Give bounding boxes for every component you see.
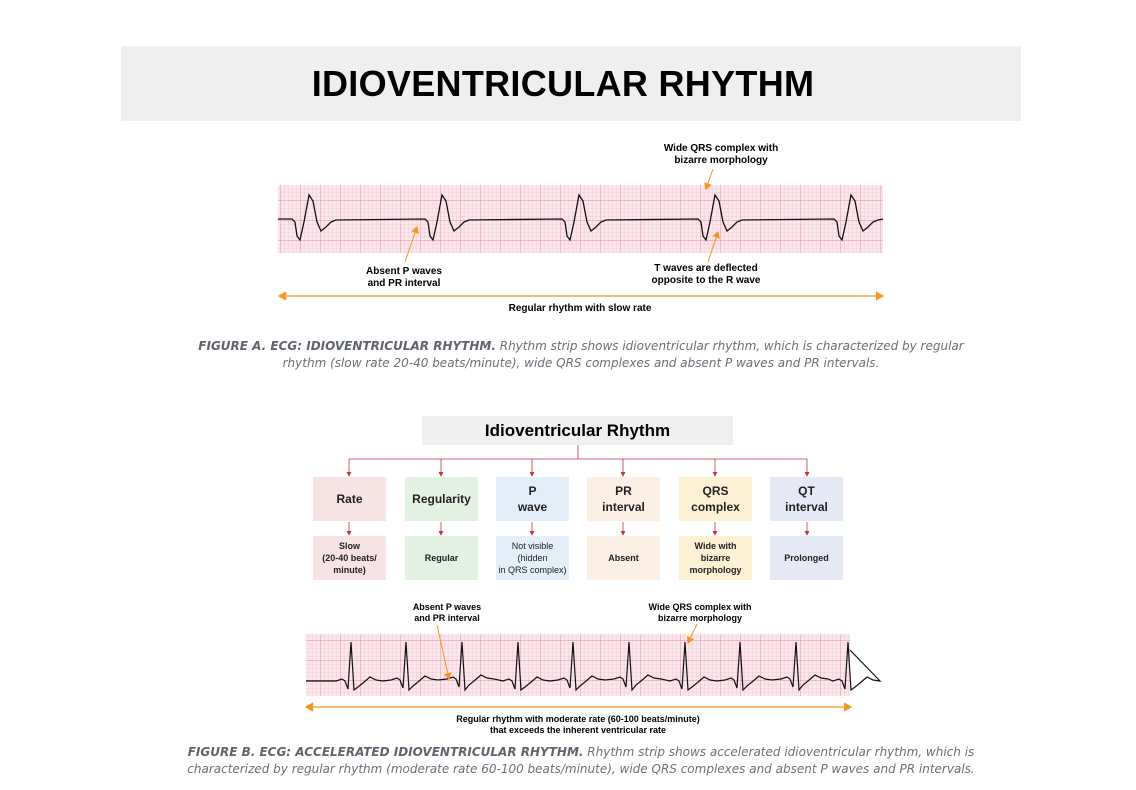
flowchart-value-line: Absent <box>608 553 639 563</box>
ecg-strip-a <box>278 185 883 253</box>
caption-figure-a-text: Rhythm strip shows idioventricular rhythm, which is characterized by regular rhythm (slow rate 20-40 beats/minute), wide QRS complexes and absent P waves and PR intervals. <box>282 339 964 370</box>
flowchart-value-line: Not visible (hidden <box>511 541 554 563</box>
flowchart-header-line: QT <box>798 484 815 498</box>
flowchart-value-3 <box>587 536 660 580</box>
flowchart-header-line: wave <box>517 500 548 514</box>
page-title: IDIOVENTRICULAR RHYTHM <box>311 62 815 104</box>
flowchart-header-line: QRS <box>702 484 729 498</box>
caption-figure-b <box>186 744 976 778</box>
flowchart-header-line: interval <box>785 500 828 514</box>
caption-figure-b-title: FIGURE B. ECG: ACCELERATED IDIOVENTRICULAR RHYTHM. <box>187 745 584 759</box>
flowchart-value-2 <box>496 536 569 580</box>
flowchart-value-line: bizarre <box>700 553 731 563</box>
caption-figure-b-text: Rhythm strip shows accelerated idioventricular rhythm, which is characterized by regular rhythm (moderate rate 60-100 beats/minute), wide QRS complexes and absent P waves and PR intervals. <box>187 745 975 776</box>
flowchart-value-line: Slow <box>338 541 360 551</box>
flowchart-title: Idioventricular Rhythm <box>422 416 733 445</box>
flowchart-header-line: Regularity <box>412 492 471 506</box>
label-wide-qrs-a: Wide QRS complex with bizarre morphology <box>663 143 779 166</box>
flowchart-header-line: P <box>528 484 537 498</box>
flowchart-value-4 <box>679 536 752 580</box>
flowchart-value-0 <box>313 536 386 580</box>
flowchart-value-line: Regular <box>424 553 459 563</box>
flowchart-value-line: (20-40 beats/ <box>322 553 377 563</box>
flowchart-header-5 <box>770 477 843 521</box>
caption-figure-a <box>186 338 976 372</box>
flowchart-header-4 <box>679 477 752 521</box>
flowchart-header-line: complex <box>691 500 740 514</box>
flowchart-value-line: Prolonged <box>784 553 829 563</box>
label-rhythm-a: Regular rhythm with slow rate <box>508 303 652 314</box>
label-t-waves-a: T waves are deflected opposite to the R wave <box>651 263 761 286</box>
flowchart-header-1 <box>405 477 478 521</box>
flowchart-header-line: PR <box>615 484 632 498</box>
label-rhythm-b: Regular rhythm with moderate rate (60-100 beats/minute) that exceeds the inherent ventricular rate <box>456 714 700 735</box>
label-wide-qrs-b: Wide QRS complex with bizarre morphology <box>648 602 752 623</box>
flowchart-value-line: morphology <box>689 565 742 575</box>
flowchart-header-2 <box>496 477 569 521</box>
flowchart-header-line: Rate <box>336 492 363 506</box>
flowchart-header-line: interval <box>602 500 645 514</box>
flowchart-value-line: minute) <box>333 565 366 575</box>
flowchart-value-line: in QRS complex) <box>498 565 567 575</box>
flowchart-value-1 <box>405 536 478 580</box>
caption-figure-a-title: FIGURE A. ECG: IDIOVENTRICULAR RHYTHM. <box>198 339 496 353</box>
label-absent-p-a: Absent P waves and PR interval <box>366 266 442 289</box>
flowchart-header-3 <box>587 477 660 521</box>
flowchart-value-5 <box>770 536 843 580</box>
ecg-strip-b <box>306 634 880 696</box>
flowchart-value-line: Wide with <box>694 541 737 551</box>
label-absent-p-b: Absent P waves and PR interval <box>412 602 482 623</box>
flowchart-header-0 <box>313 477 386 521</box>
